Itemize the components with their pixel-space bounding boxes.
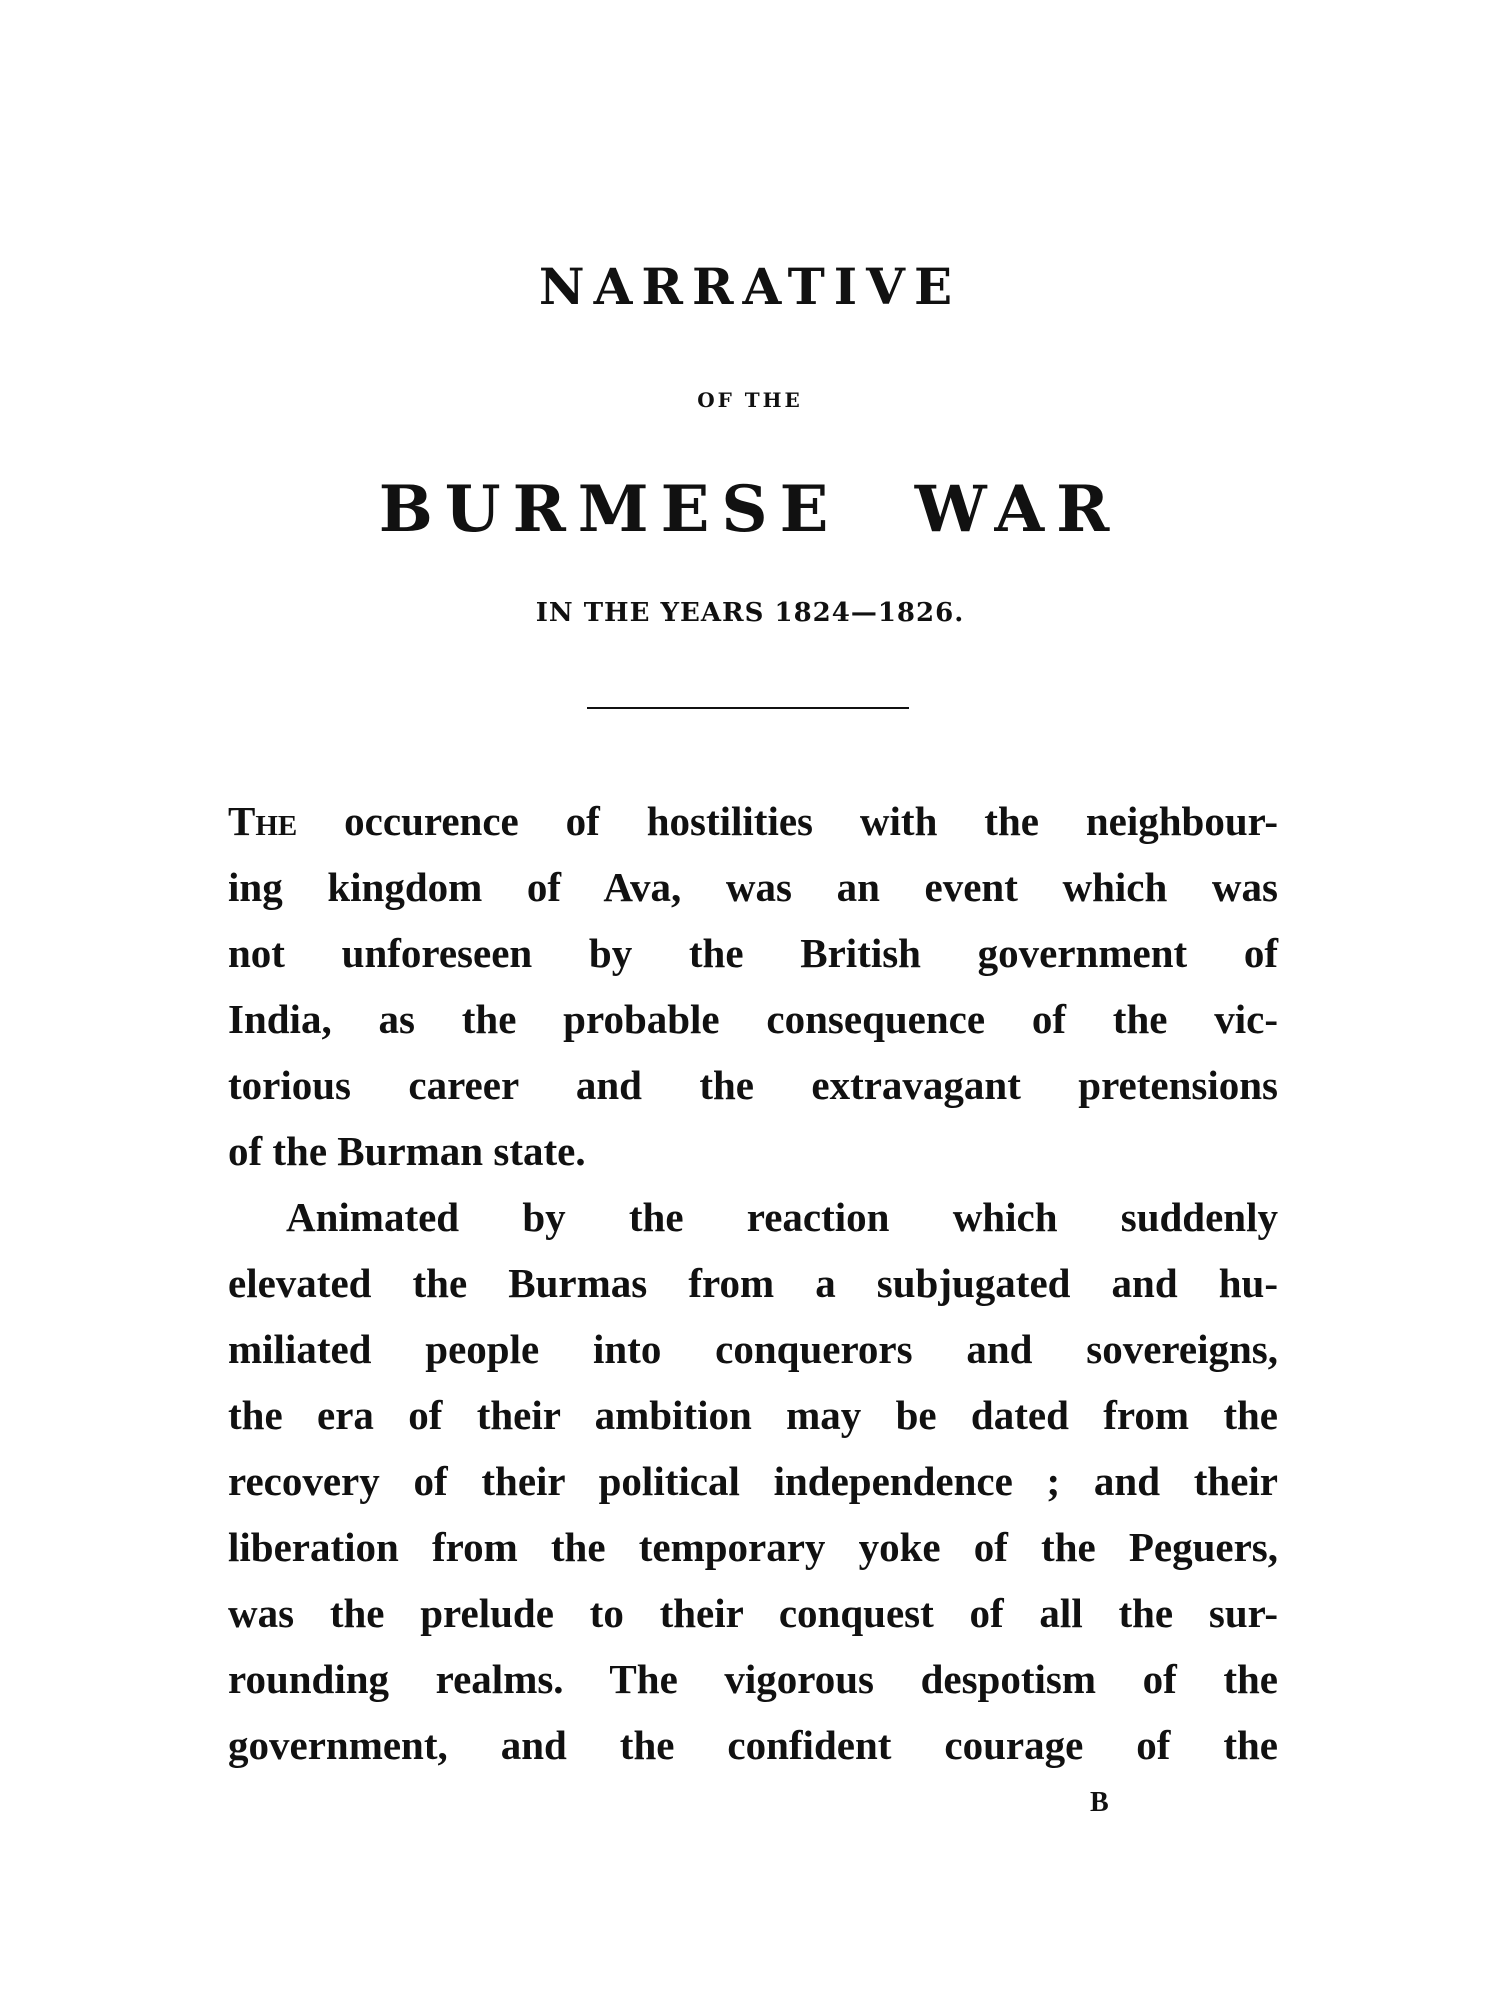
paragraph-1-lead-word: The xyxy=(228,798,298,844)
paragraph-1-line-2: ing kingdom of Ava, was an event which was xyxy=(228,864,1278,910)
title-years: IN THE YEARS 1824—1826. xyxy=(535,598,965,628)
title-narrative: NARRATIVE xyxy=(538,257,962,316)
body-text xyxy=(228,788,1278,1778)
paragraph-1-line-1-text: occurence of hostilities with the neighbour- xyxy=(297,798,1278,844)
paragraph-1-line-3: not unforeseen by the British government of xyxy=(228,930,1278,976)
paragraph-2-line-6: liberation from the temporary yoke of the Peguers, xyxy=(228,1524,1278,1570)
title-of-the: OF THE xyxy=(697,388,803,412)
paragraph-1-line-4: India, as the probable consequence of the vic- xyxy=(228,996,1278,1042)
paragraph-1-line-5: torious career and the extravagant pretensions xyxy=(228,1062,1278,1108)
paragraph-2-line-5: recovery of their political independence ; and their xyxy=(228,1458,1278,1504)
paragraph-2-line-4: the era of their ambition may be dated from the xyxy=(228,1392,1278,1438)
paragraph-1-line-6: of the Burman state. xyxy=(228,1128,586,1174)
paragraph-1-line-1 xyxy=(228,788,1278,854)
title-divider-rule xyxy=(587,707,909,709)
paragraph-2-line-1: Animated by the reaction which suddenly xyxy=(286,1194,1278,1240)
title-burmese-war: BURMESE WAR xyxy=(378,472,1122,547)
paragraph-2-line-8: rounding realms. The vigorous despotism of the xyxy=(228,1656,1278,1702)
signature-mark: B xyxy=(1090,1787,1109,1818)
paragraph-2-line-7: was the prelude to their conquest of all the sur- xyxy=(228,1590,1278,1636)
paragraph-2-line-2: elevated the Burmas from a subjugated and hu- xyxy=(228,1260,1278,1306)
paragraph-2-line-9: government, and the confident courage of the xyxy=(228,1722,1278,1768)
paragraph-2-line-3: miliated people into conquerors and sovereigns, xyxy=(228,1326,1278,1372)
